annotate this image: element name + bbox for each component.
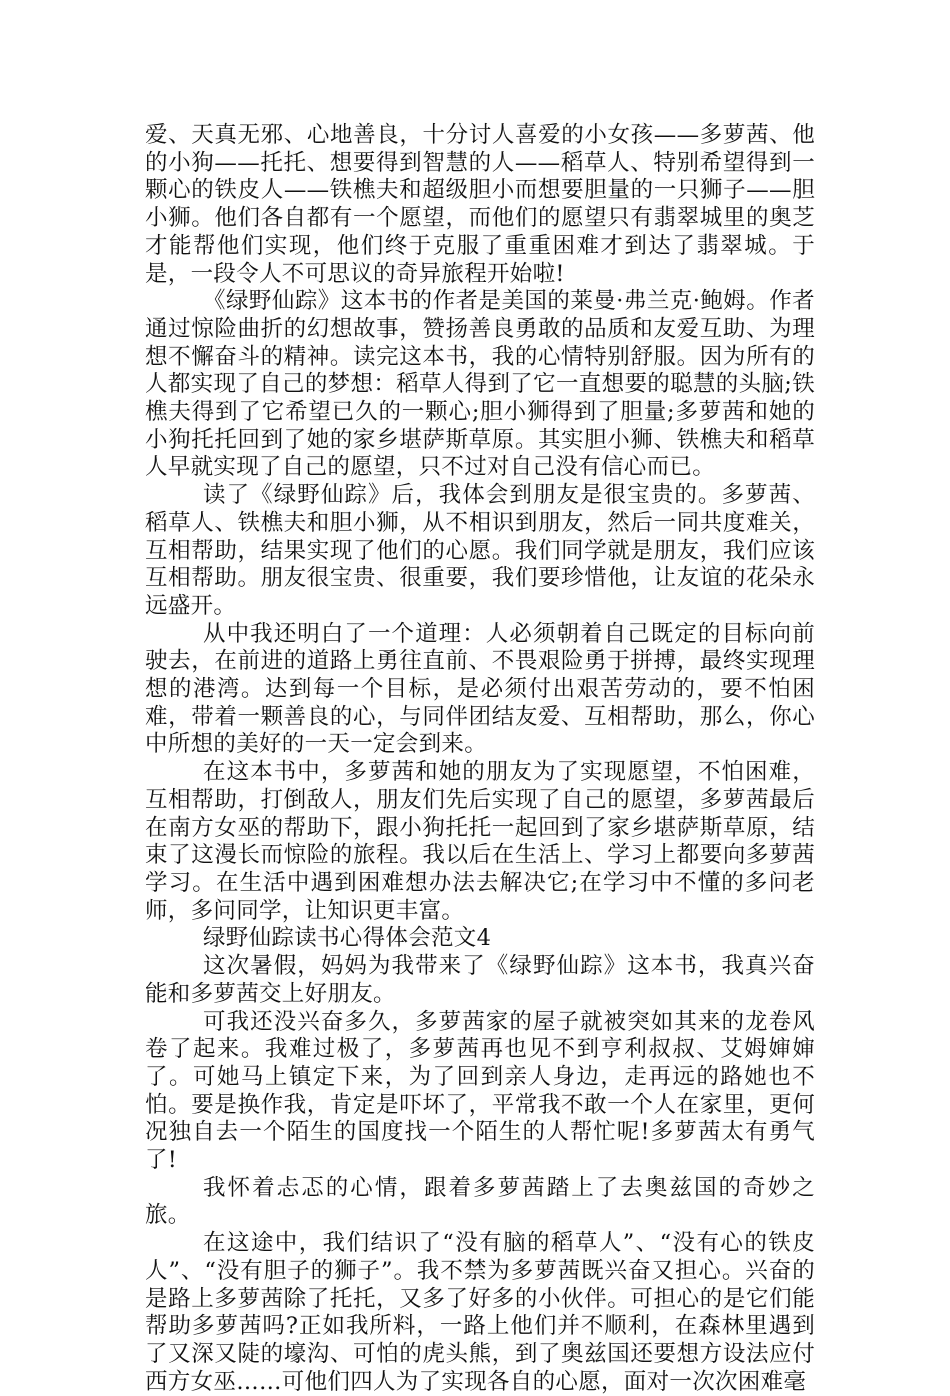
paragraph-3: 读了《绿野仙踪》后，我体会到朋友是很宝贵的。多萝茜、稻草人、铁樵夫和胆小狮，从不相识到朋友，然后一同共度难关，互相帮助，结果实现了他们的心愿。我们同学就是朋友，我们应该互相帮助。朋友很宝贵、很重要，我们要珍惜他，让友谊的花朵永远盛开。 [145, 482, 815, 619]
document-body [145, 122, 815, 1396]
paragraph-8: 我怀着忐忑的心情，跟着多萝茜踏上了去奥兹国的奇妙之旅。 [145, 1174, 815, 1229]
paragraph-1: 爱、天真无邪、心地善良，十分讨人喜爱的小女孩——多萝茜、他的小狗——托托、想要得到智慧的人——稻草人、特别希望得到一颗心的铁皮人——铁樵夫和超级胆小而想要胆量的一只狮子——胆小狮。他们各自都有一个愿望，而他们的愿望只有翡翠城里的奥芝才能帮他们实现，他们终于克服了重重困难才到达了翡翠城。于是，一段令人不可思议的奇异旅程开始啦! [145, 122, 815, 287]
paragraph-2: 《绿野仙踪》这本书的作者是美国的莱曼·弗兰克·鲍姆。作者通过惊险曲折的幻想故事，赞扬善良勇敢的品质和友爱互助、为理想不懈奋斗的精神。读完这本书，我的心情特别舒服。因为所有的人都实现了自己的梦想：稻草人得到了它一直想要的聪慧的头脑;铁樵夫得到了它希望已久的一颗心;胆小狮得到了胆量;多萝茜和她的小狗托托回到了她的家乡堪萨斯草原。其实胆小狮、铁樵夫和稻草人早就实现了自己的愿望，只不过对自己没有信心而已。 [145, 288, 815, 481]
section-heading: 绿野仙踪读书心得体会范文4 [203, 925, 492, 952]
paragraph-4: 从中我还明白了一个道理：人必须朝着自己既定的目标向前驶去，在前进的道路上勇往直前、不畏艰险勇于拼搏，最终实现理想的港湾。达到每一个目标，是必须付出艰苦劳动的，要不怕困难，带着一颗善良的心，与同伴团结友爱、互相帮助，那么，你心中所想的美好的一天一定会到来。 [145, 620, 815, 758]
paragraph-6: 这次暑假，妈妈为我带来了《绿野仙踪》这本书，我真兴奋能和多萝茜交上好朋友。 [145, 953, 815, 1007]
paragraph-7: 可我还没兴奋多久，多萝茜家的屋子就被突如其来的龙卷风卷了起来。我难过极了，多萝茜再也见不到亨利叔叔、艾姆婶婶了。可她马上镇定下来，为了回到亲人身边，走再远的路她也不怕。要是换作我，肯定是吓坏了，平常我不敢一个人在家里，更何况独自去一个陌生的国度找一个陌生的人帮忙呢!多萝茜太有勇气了! [145, 1008, 815, 1174]
paragraph-9: 在这途中，我们结识了“没有脑的稻草人”、“没有心的铁皮人”、“没有胆子的狮子”。我不禁为多萝茜既兴奋又担心。兴奋的是路上多萝茜除了托托，又多了好多的小伙伴。可担心的是它们能帮助多萝茜吗?正如我所料，一路上他们并不顺利，在森林里遇到了又深又陡的壕沟、可怕的虎头熊，到了奥兹国还要想方设法应付西方女巫……可他们四人为了实现各自的心愿，面对一次次困难毫 [145, 1230, 815, 1395]
paragraph-5: 在这本书中，多萝茜和她的朋友为了实现愿望，不怕困难，互相帮助，打倒敌人，朋友们先后实现了自己的愿望，多萝茜最后在南方女巫的帮助下，跟小狗托托一起回到了家乡堪萨斯草原，结束了这漫长而惊险的旅程。我以后在生活上、学习上都要向多萝茜学习。在生活中遇到困难想办法去解决它;在学习中不懂的多问老师，多问同学，让知识更丰富。 [145, 759, 815, 924]
